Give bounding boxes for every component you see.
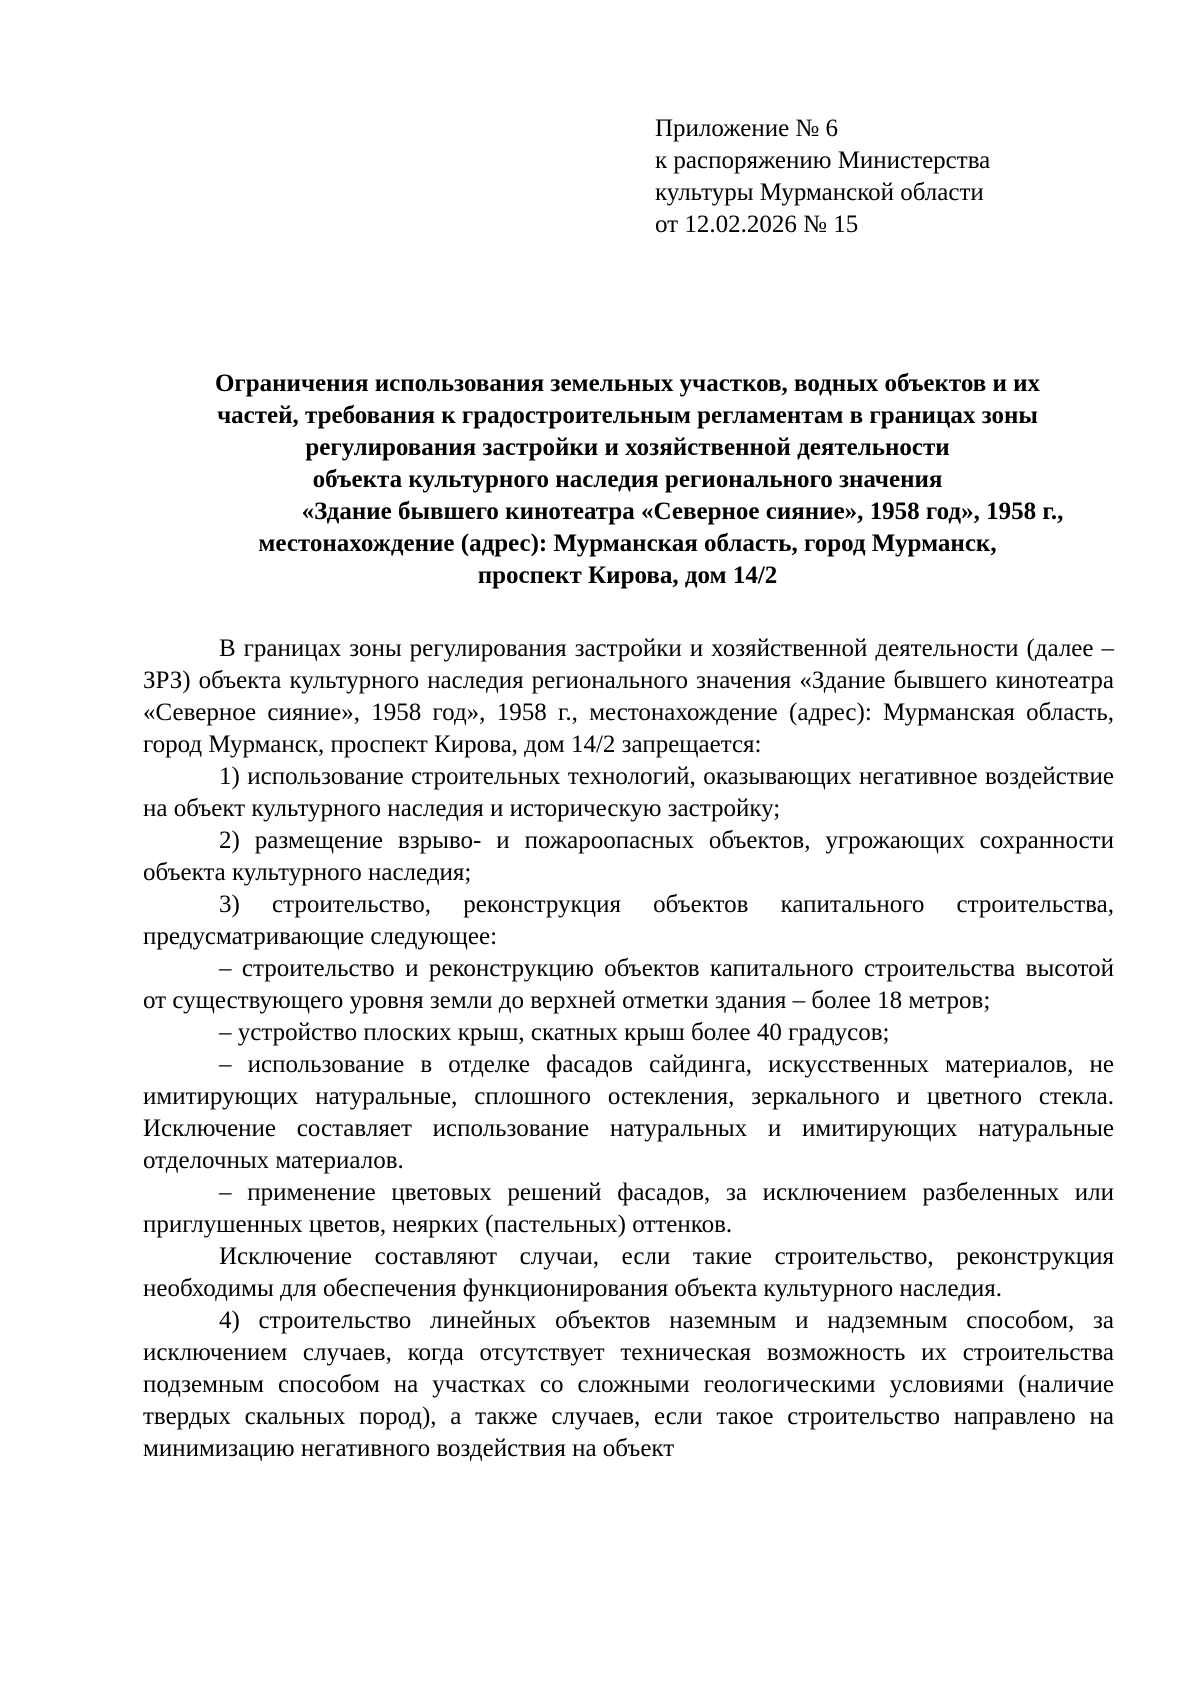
list-item-3: 3) строительство, реконструкция объектов капитального строительства, предусматривающие следующее: [143, 891, 1114, 950]
appendix-number: Приложение № 6 [655, 115, 839, 142]
title-line: частей, требования к градостроительным регламентам в границах зоны [217, 402, 1038, 429]
list-item-1: 1) использование строительных технологий, оказывающих негативное воздействие на объект культурного наследия и историческую застройку; [143, 763, 1114, 822]
title-line: объекта культурного наследия регионального значения [312, 466, 943, 493]
dash-item-height: – строительство и реконструкцию объектов капитального строительства высотой от существующего уровня земли до верхней отметки здания – более 18 метров; [143, 955, 1114, 1014]
list-item-4: 4) строительство линейных объектов наземным и надземным способом, за исключением случаев, когда отсутствует техническая возможность их строительства подземным способом на участках со сложными геологическими условиями (наличие твердых скальных пород), а также случаев, если такое строительство направлено на минимизацию негативного воздействия на объект [143, 1307, 1114, 1462]
appendix-header [655, 113, 990, 241]
title-line: Ограничения использования земельных участков, водных объектов и их [214, 370, 1041, 397]
list-item-2: 2) размещение взрыво- и пожароопасных объектов, угрожающих сохранности объекта культурного наследия; [143, 827, 1114, 886]
title-line: местонахождение (адрес): Мурманская область, город Мурманск, [258, 530, 997, 557]
exception-paragraph: Исключение составляют случаи, если такие строительство, реконструкция необходимы для обеспечения функционирования объекта культурного наследия. [143, 1243, 1114, 1302]
dash-item-facade-materials: – использование в отделке фасадов сайдинга, искусственных материалов, не имитирующих натуральные, сплошного остекления, зеркального и цветного стекла. Исключение составляет использование натуральных и имитирующих натуральные отделочных материалов. [143, 1051, 1114, 1174]
dash-item-facade-colors: – применение цветовых решений фасадов, за исключением разбеленных или приглушенных цветов, неярких (пастельных) оттенков. [143, 1179, 1114, 1238]
document-body [143, 633, 1114, 1465]
title-line: проспект Кирова, дом 14/2 [477, 562, 778, 589]
appendix-ministry-line: культуры Мурманской области [655, 179, 984, 206]
appendix-date-number: от 12.02.2026 № 15 [655, 211, 859, 238]
document-title [140, 368, 1115, 592]
title-line: «Здание бывшего кинотеатра «Северное сияние», 1958 год», 1958 г., [301, 498, 1064, 525]
appendix-ref-line: к распоряжению Министерства [655, 147, 991, 174]
dash-item-roofs: – устройство плоских крыш, скатных крыш более 40 градусов; [219, 1019, 890, 1046]
title-line: регулирования застройки и хозяйственной деятельности [305, 434, 950, 461]
intro-paragraph: В границах зоны регулирования застройки и хозяйственной деятельности (далее – ЗРЗ) объекта культурного наследия регионального значения «Здание бывшего кинотеатра «Северное сияние», 1958 год», 1958 г., местонахождение (адрес): Мурманская область, город Мурманск, проспект Кирова, дом 14/2 запрещается: [143, 635, 1114, 758]
